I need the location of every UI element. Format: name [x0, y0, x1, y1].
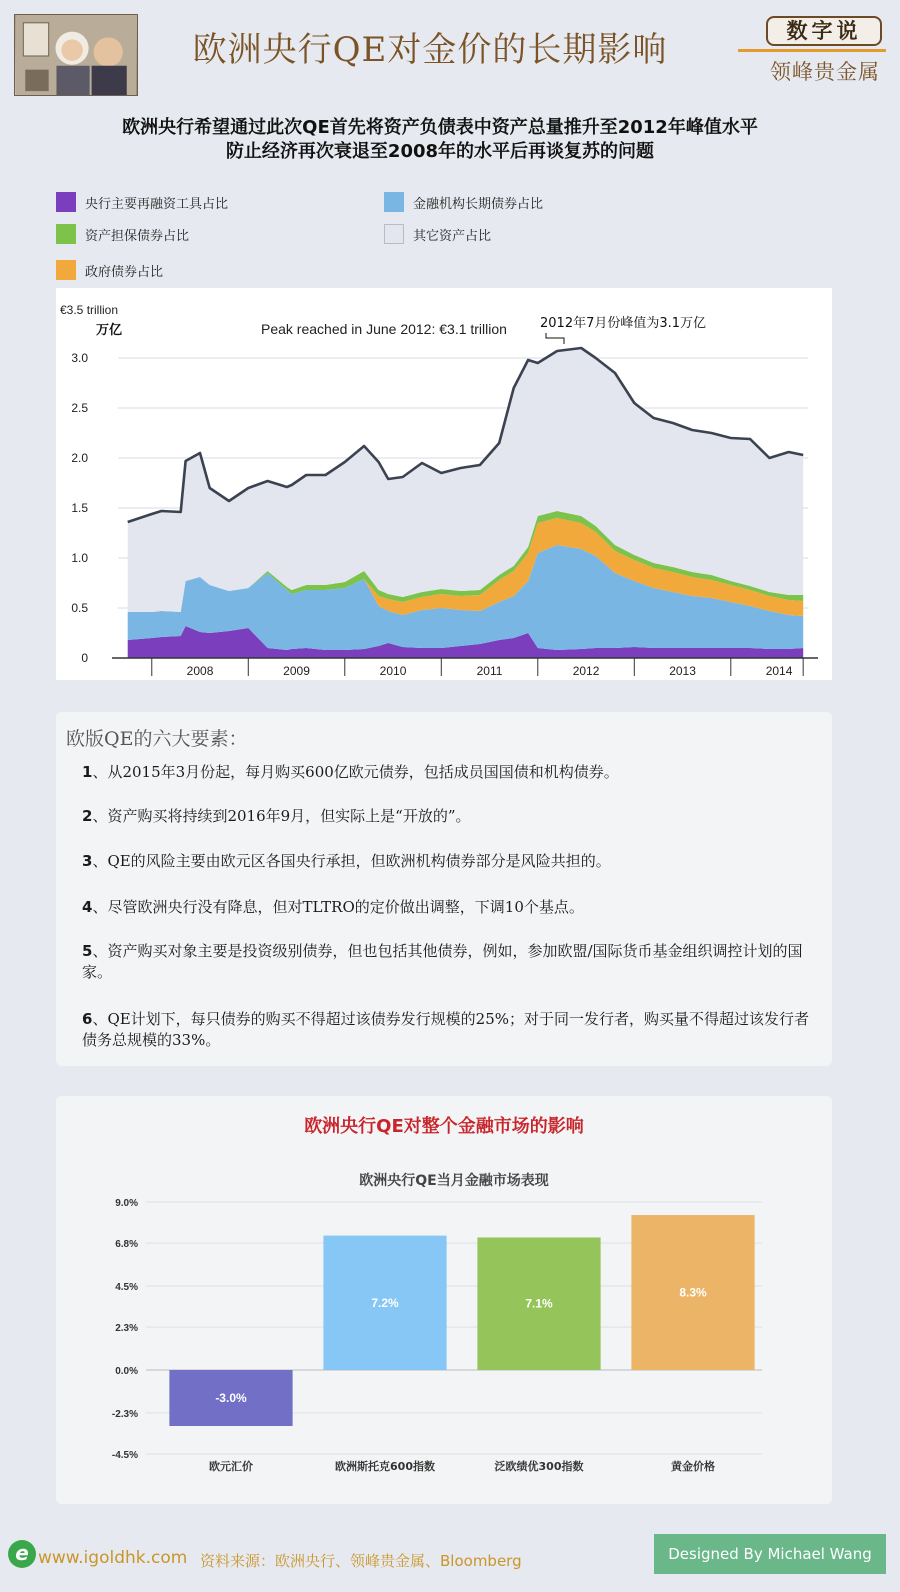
qe-element-item: [82, 897, 812, 918]
y-tick-label: 2.0: [71, 451, 88, 465]
x-tick-label: 2012: [572, 664, 600, 678]
balance-sheet-chart: [56, 288, 832, 680]
x-tick-label: 2014: [765, 664, 793, 678]
legend-item: [56, 192, 228, 212]
header-illustration: [14, 14, 138, 96]
item-text: 、QE的风险主要由欧元区各国央行承担，但欧洲机构债券部分是风险共担的。: [92, 852, 611, 870]
item-number: 4: [82, 898, 93, 916]
page-title: 欧洲央行QE对金价的长期影响: [192, 30, 668, 70]
legend-swatch: [56, 260, 76, 280]
x-tick-label: 2013: [669, 664, 696, 678]
qe-elements-title: 欧版QE的六大要素：: [66, 728, 248, 750]
market-impact-panel: [56, 1096, 832, 1504]
subtitle: [40, 116, 840, 164]
market-impact-heading: 欧洲央行QE对整个金融市场的影响: [304, 1116, 584, 1137]
balance-sheet-chart-svg: [56, 288, 832, 680]
legend-swatch: [56, 224, 76, 244]
item-text: 、QE计划下，每只债券的购买不得超过该债券发行规模的25%；对于同一发行者，购买量不得超过该发行者债务总规模的33%。: [82, 1010, 810, 1049]
y-tick-label: 2.5: [71, 401, 88, 415]
legend-label: 央行主要再融资工具占比: [85, 196, 229, 212]
bar-value-label: 8.3%: [679, 1285, 707, 1300]
brand-underline: [738, 49, 886, 52]
caricature-image: [15, 15, 137, 95]
item-number: 6: [82, 1010, 93, 1028]
qe-element-item: [82, 806, 812, 827]
legend-swatch: [384, 224, 404, 244]
item-text: 、资产购买将持续到2016年9月，但实际上是“开放的”。: [92, 807, 471, 825]
y-tick-label: 9.0%: [115, 1198, 138, 1209]
area-series: [128, 348, 804, 612]
x-tick-label: 2009: [283, 664, 310, 678]
subtitle-line-1: 欧洲央行希望通过此次QE首先将资产负债表中资产总量推升至2012年峰值水平: [122, 117, 758, 138]
y-tick-label: 6.8%: [115, 1239, 138, 1251]
data-source: 资料来源：欧洲央行、领峰贵金属、Bloomberg: [200, 1552, 522, 1570]
y-tick-label: 4.5%: [115, 1282, 138, 1293]
legend-label: 金融机构长期债券占比: [413, 196, 544, 212]
legend-swatch: [384, 192, 404, 212]
x-tick-label: 2008: [186, 664, 214, 678]
item-text: 、尽管欧洲央行没有降息，但对TLTRO的定价做出调整，下调10个基点。: [92, 898, 584, 916]
legend-label: 资产担保债券占比: [85, 228, 190, 244]
item-text: 、从2015年3月份起，每月购买600亿欧元债券，包括成员国国债和机构债券。: [92, 763, 619, 781]
legend-item: [56, 224, 189, 244]
x-tick-label: 2010: [379, 664, 407, 678]
legend-label: 政府债券占比: [85, 264, 164, 280]
qe-elements-panel: [56, 712, 832, 1066]
y-tick-label: 0.5: [71, 601, 88, 615]
legend-item: [56, 260, 163, 280]
subtitle-line-2: 防止经济再次衰退至2008年的水平后再谈复苏的问题: [225, 141, 655, 162]
y-tick-label: 0: [81, 651, 88, 665]
y-tick-label: -4.5%: [111, 1450, 138, 1461]
unit-label: €3.5 trillion: [60, 303, 119, 317]
item-text: 、资产购买对象主要是投资级别债券，但也包括其他债券，例如，参加欧盟/国际货币基金组织调控计划的国家。: [82, 942, 803, 981]
market-performance-chart: [56, 1096, 832, 1504]
qe-element-item: [82, 851, 812, 872]
bar-category-label: 欧元汇价: [209, 1460, 253, 1473]
bar-category-label: 欧洲斯托克600指数: [335, 1460, 435, 1473]
designer-credit: Designed By Michael Wang: [654, 1534, 886, 1574]
y-tick-label: 1.0: [71, 551, 88, 565]
legend-label: 其它资产占比: [413, 228, 492, 244]
site-url-link[interactable]: www.igoldhk.com: [38, 1548, 188, 1568]
qe-element-item: [82, 941, 812, 983]
legend-swatch: [56, 192, 76, 212]
peak-annotation-cn: 2012年7月份峰值为3.1万亿: [540, 316, 707, 331]
qe-element-item: [82, 1009, 812, 1051]
item-number: 1: [82, 763, 93, 781]
y-tick-label: 3.0: [71, 351, 88, 365]
y-tick-label: -2.3%: [111, 1408, 138, 1420]
peak-annotation-en: Peak reached in June 2012: €3.1 trillion: [261, 321, 507, 337]
brand-badge: 数字说: [766, 16, 882, 46]
y-tick-label: 2.3%: [115, 1323, 138, 1335]
legend-item: [384, 224, 491, 244]
x-tick-label: 2011: [476, 664, 503, 678]
bar-category-label: 泛欧绩优300指数: [494, 1460, 584, 1473]
unit-label-cn: 万亿: [96, 323, 123, 338]
brand-name: 领峰贵金属: [770, 60, 880, 84]
y-tick-label: 0.0%: [115, 1366, 138, 1377]
item-number: 2: [82, 807, 93, 825]
item-number: 3: [82, 852, 93, 870]
y-tick-label: 1.5: [71, 501, 88, 515]
bar-category-label: 黄金价格: [671, 1460, 715, 1473]
qe-element-item: [82, 762, 812, 783]
bar-value-label: -3.0%: [215, 1391, 247, 1405]
site-logo-icon: e: [8, 1540, 36, 1568]
peak-annotation-bracket: [546, 333, 564, 344]
legend-item: [384, 192, 543, 212]
bar-value-label: 7.2%: [371, 1295, 399, 1310]
bar-value-label: 7.1%: [525, 1296, 553, 1311]
chart-legend: [56, 190, 616, 290]
bar-chart-title: 欧洲央行QE当月金融市场表现: [359, 1173, 549, 1189]
item-number: 5: [82, 942, 93, 960]
